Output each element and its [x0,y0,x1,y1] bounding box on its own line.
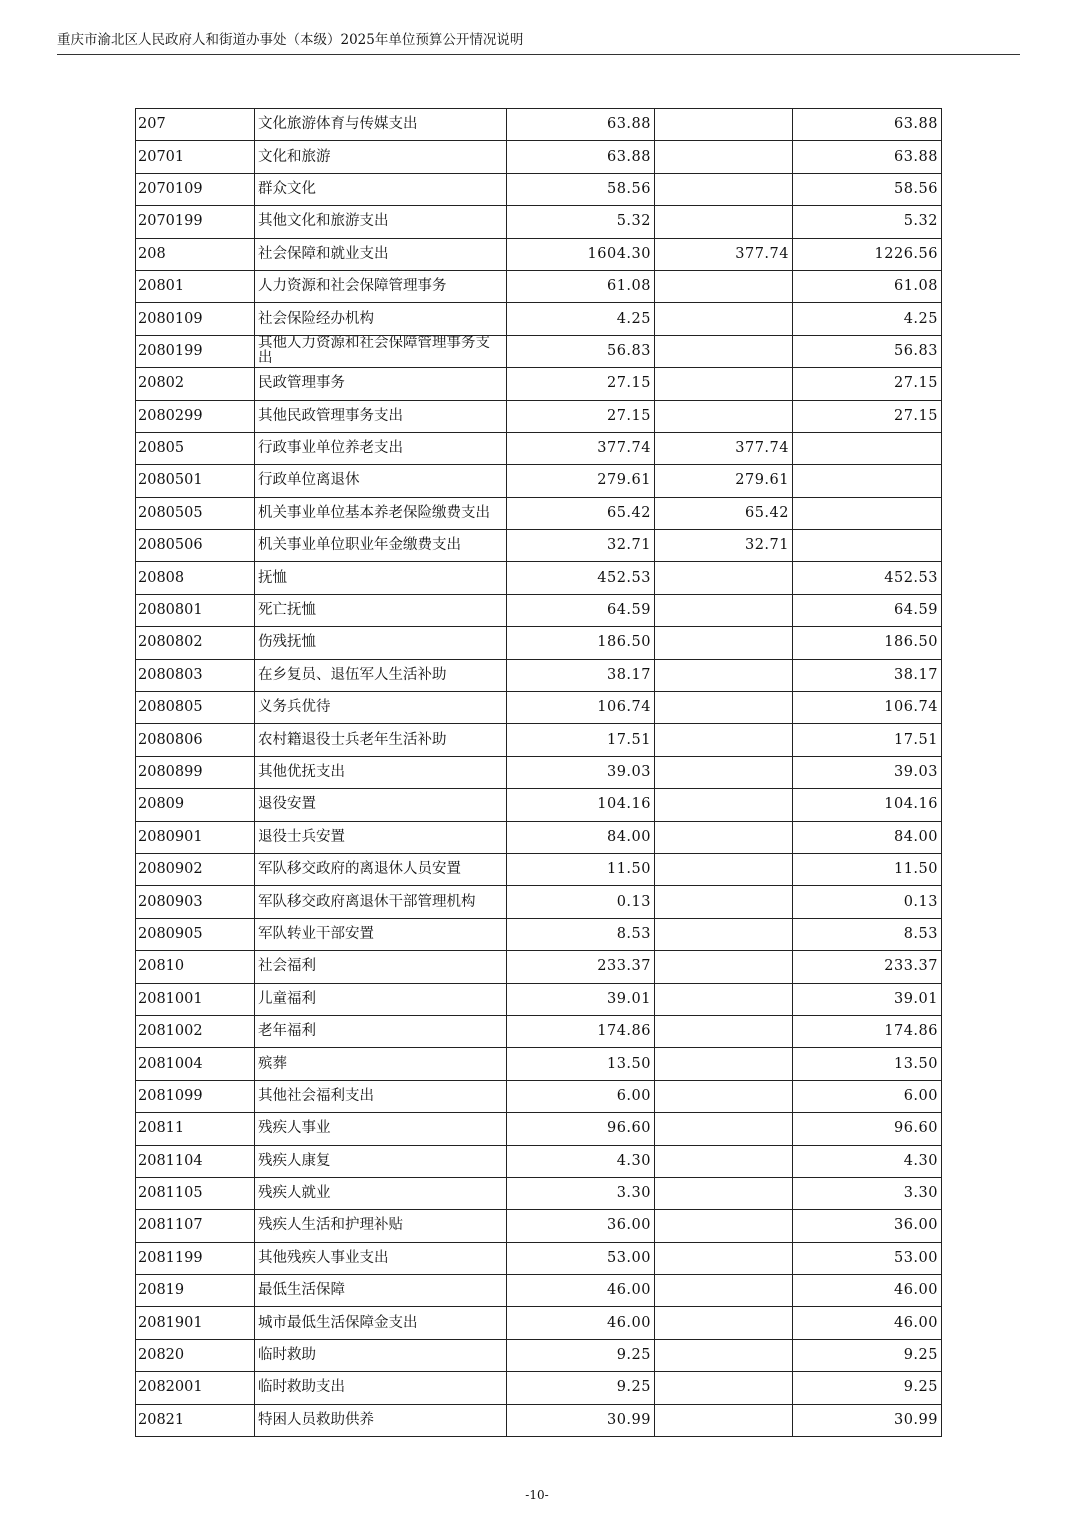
row-name-cell: 残疾人康复 [255,1145,507,1177]
row-project-cell: 63.88 [793,141,942,173]
row-basic-cell [655,853,793,885]
row-name-cell: 农村籍退役士兵老年生活补助 [255,724,507,756]
row-total-cell: 6.00 [507,1080,655,1112]
table-row [136,724,942,756]
row-basic-cell [655,1145,793,1177]
row-project-cell [793,432,942,464]
row-total-cell: 11.50 [507,853,655,885]
row-project-cell: 452.53 [793,562,942,594]
row-total-cell: 58.56 [507,173,655,205]
table-row [136,1275,942,1307]
table-row [136,659,942,691]
row-name-cell: 在乡复员、退伍军人生活补助 [255,659,507,691]
row-name-cell: 最低生活保障 [255,1275,507,1307]
row-total-cell: 279.61 [507,465,655,497]
row-code-cell: 2080299 [136,400,255,432]
row-name-cell: 其他文化和旅游支出 [255,206,507,238]
table-row [136,1113,942,1145]
row-project-cell: 106.74 [793,692,942,724]
row-total-cell: 32.71 [507,530,655,562]
row-project-cell [793,465,942,497]
row-total-cell: 1604.30 [507,238,655,270]
row-total-cell: 0.13 [507,886,655,918]
table-row [136,1404,942,1436]
row-basic-cell [655,1210,793,1242]
table-row [136,141,942,173]
row-total-cell: 27.15 [507,368,655,400]
row-code-cell: 2081107 [136,1210,255,1242]
table-row [136,789,942,821]
table-row [136,1210,942,1242]
row-basic-cell: 279.61 [655,465,793,497]
row-total-cell: 377.74 [507,432,655,464]
row-total-cell: 104.16 [507,789,655,821]
row-project-cell: 0.13 [793,886,942,918]
row-code-cell: 20820 [136,1339,255,1371]
row-total-cell: 174.86 [507,1015,655,1047]
row-basic-cell [655,109,793,141]
row-code-cell: 2080899 [136,756,255,788]
row-name-cell: 军队转业干部安置 [255,918,507,950]
row-code-cell: 20809 [136,789,255,821]
row-basic-cell [655,594,793,626]
row-basic-cell [655,951,793,983]
row-name-cell: 抚恤 [255,562,507,594]
row-name-cell: 残疾人生活和护理补贴 [255,1210,507,1242]
budget-table-body [136,109,942,1437]
row-basic-cell [655,789,793,821]
table-row [136,1080,942,1112]
row-name-cell: 义务兵优待 [255,692,507,724]
row-name-cell: 残疾人就业 [255,1177,507,1209]
row-name-cell: 文化和旅游 [255,141,507,173]
row-project-cell: 1226.56 [793,238,942,270]
row-name-cell: 其他社会福利支出 [255,1080,507,1112]
row-code-cell: 2081004 [136,1048,255,1080]
row-code-cell: 208 [136,238,255,270]
row-project-cell: 39.01 [793,983,942,1015]
row-project-cell: 5.32 [793,206,942,238]
table-row [136,497,942,529]
row-project-cell: 84.00 [793,821,942,853]
table-row [136,821,942,853]
row-basic-cell [655,1339,793,1371]
row-basic-cell [655,141,793,173]
row-code-cell: 2081105 [136,1177,255,1209]
row-project-cell: 53.00 [793,1242,942,1274]
row-total-cell: 13.50 [507,1048,655,1080]
row-basic-cell: 32.71 [655,530,793,562]
row-total-cell: 3.30 [507,1177,655,1209]
row-code-cell: 20821 [136,1404,255,1436]
row-name-cell: 临时救助 [255,1339,507,1371]
page-header [57,28,1020,55]
row-basic-cell [655,821,793,853]
row-basic-cell [655,303,793,335]
row-total-cell: 9.25 [507,1339,655,1371]
row-project-cell: 27.15 [793,368,942,400]
row-code-cell: 2080801 [136,594,255,626]
document-title: 重庆市渝北区人民政府人和街道办事处（本级）2025年单位预算公开情况说明 [57,32,524,48]
row-code-cell: 2080905 [136,918,255,950]
row-code-cell: 2081104 [136,1145,255,1177]
row-code-cell: 20701 [136,141,255,173]
row-project-cell: 186.50 [793,627,942,659]
row-code-cell: 2080506 [136,530,255,562]
row-basic-cell [655,659,793,691]
row-code-cell: 2070109 [136,173,255,205]
row-name-cell: 退役士兵安置 [255,821,507,853]
table-row [136,432,942,464]
row-code-cell: 20802 [136,368,255,400]
row-code-cell: 20811 [136,1113,255,1145]
row-code-cell: 20801 [136,270,255,302]
row-project-cell: 11.50 [793,853,942,885]
row-code-cell: 2070199 [136,206,255,238]
table-row [136,1339,942,1371]
row-project-cell: 9.25 [793,1339,942,1371]
row-project-cell: 46.00 [793,1275,942,1307]
row-total-cell: 233.37 [507,951,655,983]
row-project-cell: 46.00 [793,1307,942,1339]
row-name-cell: 文化旅游体育与传媒支出 [255,109,507,141]
row-project-cell: 17.51 [793,724,942,756]
row-project-cell: 6.00 [793,1080,942,1112]
row-name-cell: 民政管理事务 [255,368,507,400]
row-total-cell: 39.03 [507,756,655,788]
row-total-cell: 30.99 [507,1404,655,1436]
row-basic-cell [655,1015,793,1047]
row-basic-cell [655,400,793,432]
row-total-cell: 53.00 [507,1242,655,1274]
row-code-cell: 20805 [136,432,255,464]
row-basic-cell [655,562,793,594]
row-project-cell: 233.37 [793,951,942,983]
row-basic-cell [655,918,793,950]
row-project-cell: 174.86 [793,1015,942,1047]
row-name-cell: 死亡抚恤 [255,594,507,626]
row-code-cell: 2080199 [136,335,255,367]
row-code-cell: 207 [136,109,255,141]
row-total-cell: 4.30 [507,1145,655,1177]
table-row [136,1145,942,1177]
row-code-cell: 2081002 [136,1015,255,1047]
row-basic-cell [655,1372,793,1404]
row-total-cell: 61.08 [507,270,655,302]
row-code-cell: 2080902 [136,853,255,885]
table-row [136,756,942,788]
row-code-cell: 2080501 [136,465,255,497]
row-code-cell: 2080903 [136,886,255,918]
row-basic-cell: 377.74 [655,432,793,464]
row-total-cell: 65.42 [507,497,655,529]
table-row [136,400,942,432]
row-name-cell: 其他残疾人事业支出 [255,1242,507,1274]
row-basic-cell [655,173,793,205]
row-name-cell: 城市最低生活保障金支出 [255,1307,507,1339]
row-basic-cell [655,1177,793,1209]
row-basic-cell: 65.42 [655,497,793,529]
row-name-cell: 社会保障和就业支出 [255,238,507,270]
row-basic-cell [655,1404,793,1436]
row-code-cell: 2080802 [136,627,255,659]
table-row [136,627,942,659]
row-total-cell: 27.15 [507,400,655,432]
row-project-cell [793,497,942,529]
table-row [136,368,942,400]
table-row [136,983,942,1015]
row-name-cell: 人力资源和社会保障管理事务 [255,270,507,302]
table-row [136,692,942,724]
row-basic-cell [655,627,793,659]
row-total-cell: 452.53 [507,562,655,594]
table-row [136,853,942,885]
row-project-cell: 9.25 [793,1372,942,1404]
row-name-cell: 行政单位离退休 [255,465,507,497]
row-name-cell: 其他优抚支出 [255,756,507,788]
row-total-cell: 186.50 [507,627,655,659]
row-total-cell: 63.88 [507,141,655,173]
row-code-cell: 2080805 [136,692,255,724]
row-project-cell [793,530,942,562]
table-row [136,562,942,594]
row-code-cell: 20819 [136,1275,255,1307]
row-project-cell: 13.50 [793,1048,942,1080]
row-name-cell: 其他人力资源和社会保障管理事务支出 [255,335,507,367]
row-code-cell: 20808 [136,562,255,594]
row-total-cell: 38.17 [507,659,655,691]
row-basic-cell [655,756,793,788]
budget-table [135,108,942,1437]
row-project-cell: 39.03 [793,756,942,788]
row-total-cell: 63.88 [507,109,655,141]
row-code-cell: 2080109 [136,303,255,335]
row-name-cell: 殡葬 [255,1048,507,1080]
row-project-cell: 27.15 [793,400,942,432]
row-project-cell: 36.00 [793,1210,942,1242]
row-name-cell: 群众文化 [255,173,507,205]
table-row [136,335,942,367]
row-name-cell: 军队移交政府离退休干部管理机构 [255,886,507,918]
row-total-cell: 17.51 [507,724,655,756]
row-basic-cell [655,270,793,302]
row-basic-cell [655,692,793,724]
row-total-cell: 64.59 [507,594,655,626]
row-name-cell: 其他民政管理事务支出 [255,400,507,432]
row-basic-cell [655,1307,793,1339]
row-project-cell: 63.88 [793,109,942,141]
row-name-cell: 儿童福利 [255,983,507,1015]
table-row [136,530,942,562]
row-basic-cell: 377.74 [655,238,793,270]
row-name-cell: 退役安置 [255,789,507,821]
table-row [136,918,942,950]
row-name-cell: 行政事业单位养老支出 [255,432,507,464]
row-name-cell: 军队移交政府的离退休人员安置 [255,853,507,885]
table-row [136,109,942,141]
row-basic-cell [655,724,793,756]
table-row [136,1015,942,1047]
row-basic-cell [655,886,793,918]
row-project-cell: 96.60 [793,1113,942,1145]
row-code-cell: 2081199 [136,1242,255,1274]
row-basic-cell [655,1275,793,1307]
table-row [136,951,942,983]
table-row [136,1372,942,1404]
row-total-cell: 9.25 [507,1372,655,1404]
row-code-cell: 2080505 [136,497,255,529]
table-row [136,173,942,205]
row-basic-cell [655,1048,793,1080]
row-code-cell: 2081099 [136,1080,255,1112]
table-row [136,270,942,302]
row-code-cell: 2082001 [136,1372,255,1404]
table-row [136,1048,942,1080]
row-name-cell: 老年福利 [255,1015,507,1047]
row-name-cell: 残疾人事业 [255,1113,507,1145]
row-total-cell: 96.60 [507,1113,655,1145]
row-code-cell: 2080806 [136,724,255,756]
row-project-cell: 4.30 [793,1145,942,1177]
row-code-cell: 2081001 [136,983,255,1015]
row-name-cell: 社会保险经办机构 [255,303,507,335]
table-row [136,594,942,626]
row-project-cell: 64.59 [793,594,942,626]
row-basic-cell [655,1113,793,1145]
row-total-cell: 39.01 [507,983,655,1015]
row-project-cell: 30.99 [793,1404,942,1436]
row-total-cell: 4.25 [507,303,655,335]
row-project-cell: 104.16 [793,789,942,821]
row-code-cell: 2080901 [136,821,255,853]
row-name-cell: 伤残抚恤 [255,627,507,659]
row-total-cell: 8.53 [507,918,655,950]
table-row [136,303,942,335]
row-basic-cell [655,1242,793,1274]
row-total-cell: 46.00 [507,1307,655,1339]
row-name-cell: 社会福利 [255,951,507,983]
row-total-cell: 36.00 [507,1210,655,1242]
row-total-cell: 5.32 [507,206,655,238]
row-basic-cell [655,335,793,367]
row-code-cell: 2080803 [136,659,255,691]
table-row [136,1242,942,1274]
table-row [136,465,942,497]
row-basic-cell [655,1080,793,1112]
row-total-cell: 56.83 [507,335,655,367]
table-row [136,1307,942,1339]
row-basic-cell [655,983,793,1015]
row-basic-cell [655,368,793,400]
row-name-cell: 临时救助支出 [255,1372,507,1404]
row-project-cell: 38.17 [793,659,942,691]
row-project-cell: 56.83 [793,335,942,367]
row-project-cell: 8.53 [793,918,942,950]
row-name-cell: 特困人员救助供养 [255,1404,507,1436]
row-code-cell: 2081901 [136,1307,255,1339]
table-row [136,206,942,238]
row-total-cell: 46.00 [507,1275,655,1307]
table-row [136,1177,942,1209]
row-project-cell: 61.08 [793,270,942,302]
table-row [136,886,942,918]
row-project-cell: 58.56 [793,173,942,205]
row-total-cell: 84.00 [507,821,655,853]
row-name-cell: 机关事业单位基本养老保险缴费支出 [255,497,507,529]
row-project-cell: 3.30 [793,1177,942,1209]
row-basic-cell [655,206,793,238]
row-code-cell: 20810 [136,951,255,983]
row-project-cell: 4.25 [793,303,942,335]
row-total-cell: 106.74 [507,692,655,724]
row-name-cell: 机关事业单位职业年金缴费支出 [255,530,507,562]
page-number: -10- [525,1488,549,1502]
table-row [136,238,942,270]
